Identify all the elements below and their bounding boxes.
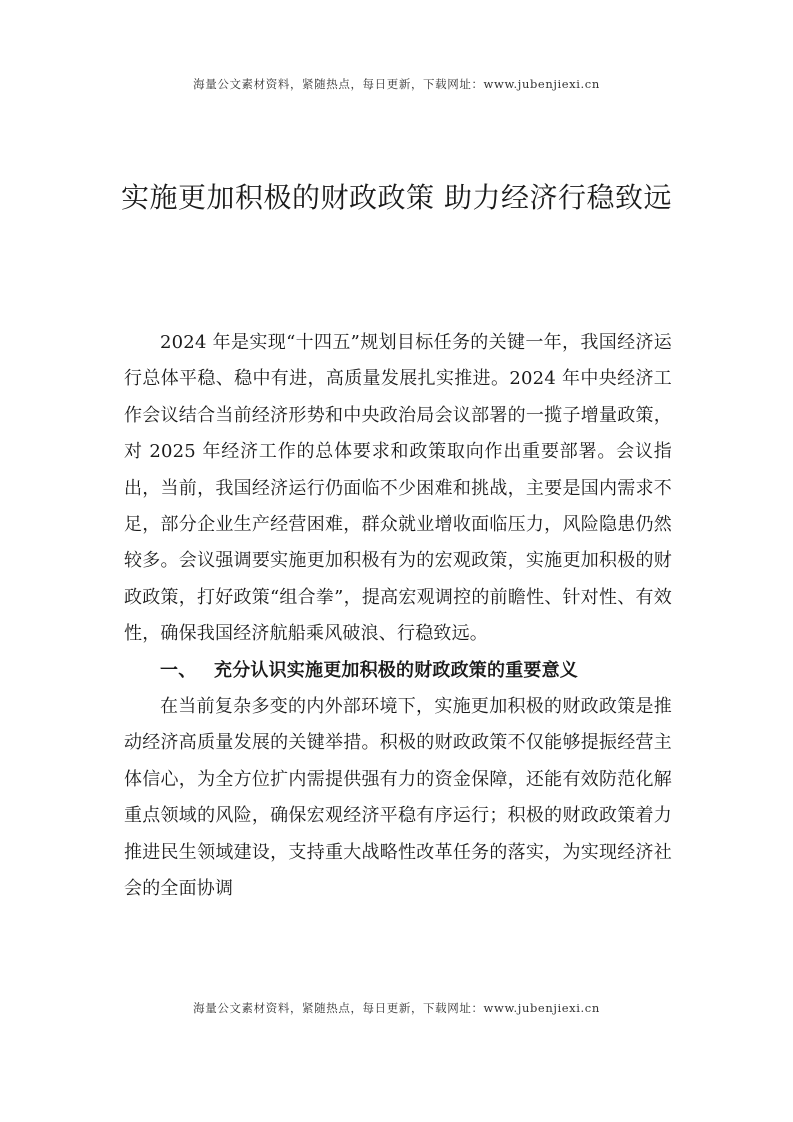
document-body <box>124 325 672 908</box>
section-number: 一、 <box>160 659 197 681</box>
section-heading <box>124 653 672 689</box>
document-title: 实施更加积极的财政政策 助力经济行稳致远 <box>121 181 672 214</box>
body-paragraph: 在当前复杂多变的内外部环境下，实施更加积极的财政政策是推动经济高质量发展的关键举措。积极的财政政策不仅能够提振经营主体信心，为全方位扩内需提供强有力的资金保障，还能有效防范化解重点领域的风险，确保宏观经济平稳有序运行；积极的财政政策着力推进民生领域建设，支持重大战略性改革任务的落实，为实现经济社会的全面协调 <box>124 696 672 900</box>
header-banner: 海量公文素材资料，紧随热点，每日更新，下载网址：www.jubenjiexi.cn <box>193 77 600 91</box>
footer-banner: 海量公文素材资料，紧随热点，每日更新，下载网址：www.jubenjiexi.cn <box>193 1001 600 1015</box>
section-heading-text: 充分认识实施更加积极的财政政策的重要意义 <box>214 659 578 681</box>
body-paragraph: 2024 年是实现“十四五”规划目标任务的关键一年，我国经济运行总体平稳、稳中有进，高质量发展扎实推进。2024 年中央经济工作会议结合当前经济形势和中央政治局会议部署的一揽子增量政策，对 2025 年经济工作的总体要求和政策取向作出重要部署。会议指出，当前，我国经济运行仍面临不少困难和挑战，主要是国内需求不足，部分企业生产经营困难，群众就业增收面临压力，风险隐患仍然较多。会议强调要实施更加积极有为的宏观政策，实施更加积极的财政政策，打好政策“组合拳”，提高宏观调控的前瞻性、针对性、有效性，确保我国经济航船乘风破浪、行稳致远。 <box>124 332 672 645</box>
